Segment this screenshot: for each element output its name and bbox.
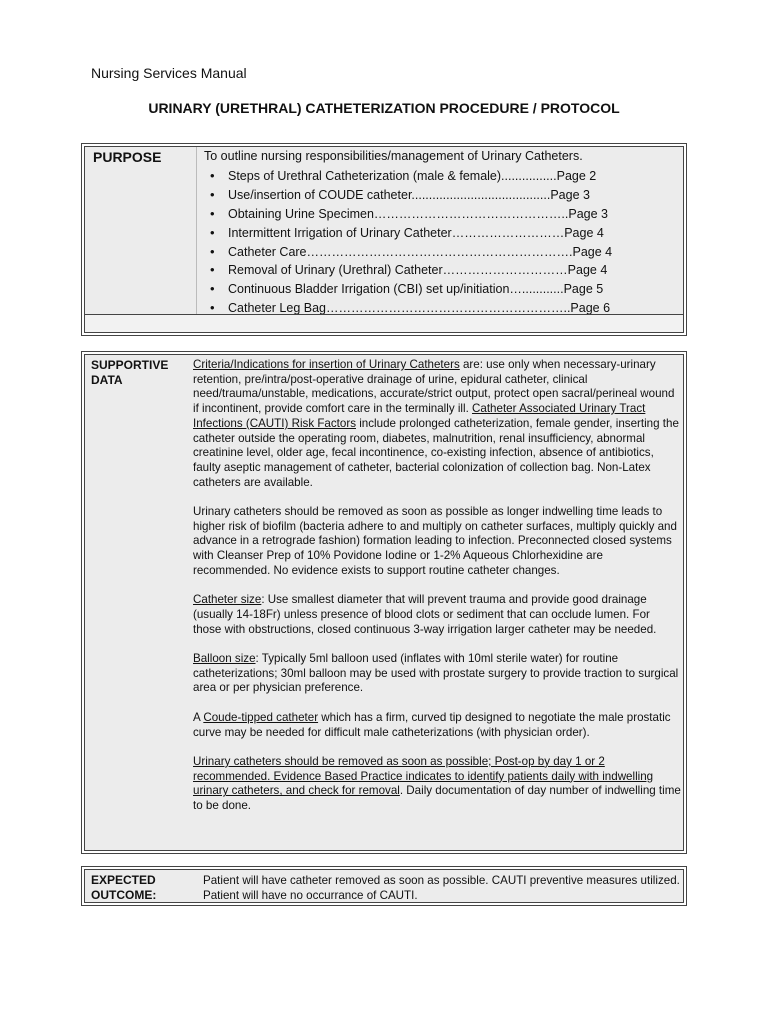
paragraph xyxy=(193,593,681,637)
purpose-label: PURPOSE xyxy=(93,149,162,165)
paragraph xyxy=(193,358,681,490)
expected-outcome-section xyxy=(81,866,687,906)
list-item: • Continuous Bladder Irrigation (CBI) set up/initiation…............Page 5 xyxy=(210,280,612,299)
list-item: • Catheter Care……………………………………………………….Page 4 xyxy=(210,243,612,262)
paragraph-text: which has a firm, curved tip designed to negotiate the male prostatic curve may be needed for difficult male catheterizations (with physician order). xyxy=(193,710,671,739)
paragraph xyxy=(193,652,681,696)
underlined-heading: Catheter Associated Urinary Tract Infections (CAUTI) Risk Factors xyxy=(193,402,646,430)
list-item: • Obtaining Urine Specimen………………………………………..Page 3 xyxy=(210,205,612,224)
document-title: URINARY (URETHRAL) CATHETERIZATION PROCEDURE / PROTOCOL xyxy=(148,100,620,116)
purpose-column-divider xyxy=(196,147,197,314)
underlined-heading: Balloon size xyxy=(193,652,256,666)
list-item: • Use/insertion of COUDE catheter........................................Page 3 xyxy=(210,186,612,205)
paragraph-text: A xyxy=(193,710,204,724)
underlined-heading: Criteria/Indications for insertion of Urinary Catheters xyxy=(193,358,460,371)
paragraph-text: . Daily documentation of day number of indwelling time to be done. xyxy=(193,784,681,813)
purpose-intro: To outline nursing responsibilities/management of Urinary Catheters. xyxy=(204,149,583,163)
paragraph-text: are: use only when necessary-urinary retention, pre/intra/post-operative drainage of urine, epidural catheter, clinical need/trauma/unstable, medications, accurate/strict output, protect open sacral/perineal wound if incontinent, provide comfort care in the terminally ill. xyxy=(193,358,675,416)
paragraph xyxy=(193,755,681,814)
supportive-data-body xyxy=(193,358,681,828)
supportive-data-label: SUPPORTIVE DATA xyxy=(91,358,169,387)
underlined-heading: Coude-tipped catheter xyxy=(203,710,319,724)
purpose-section xyxy=(81,143,687,336)
manual-title: Nursing Services Manual xyxy=(91,65,247,81)
purpose-contents-list xyxy=(210,167,612,318)
supportive-data-section xyxy=(81,351,687,854)
list-item: • Catheter Leg Bag…………………………………………………..Page 6 xyxy=(210,299,612,318)
supportive-data-table xyxy=(84,354,684,851)
underlined-heading: Catheter size xyxy=(193,593,262,607)
list-item: • Steps of Urethral Catheterization (male & female)................Page 2 xyxy=(210,167,612,186)
list-item: • Intermittent Irrigation of Urinary Catheter………………………Page 4 xyxy=(210,224,612,243)
underlined-heading: Urinary catheters should be removed as soon as possible; Post-op by day 1 or 2 recommended. Evidence Based Practice indicates to identify patients daily with indwelling urinary catheters, and check for removal xyxy=(193,754,654,798)
paragraph-text: : Use smallest diameter that will prevent trauma and provide good drainage (usually 14-18Fr) unless presence of blood clots or sediment that can occlude lumen. For those with obstructions, closed continuous 3-way irrigation larger catheter may be needed. xyxy=(193,593,657,636)
paragraph-text: : Typically 5ml balloon used (inflates with 10ml sterile water) for routine catheterizations; 30ml balloon may be used with prostate surgery to provide traction to surgical area or per physician preference. xyxy=(193,652,679,695)
paragraph xyxy=(193,711,681,740)
paragraph: Urinary catheters should be removed as soon as possible as longer indwelling time leads to higher risk of biofilm (bacteria adhere to and multiply on catheter surfaces, multiply quickly and advance in a retrograde fashion) formation leading to infection. Preconnected closed systems with Cleanser Prep of 10% Povidone Iodine or 1-2% Aqueous Chlorhexidine are recommended. No evidence exists to support routine catheter changes. xyxy=(193,505,677,577)
expected-outcome-text: Patient will have catheter removed as soon as possible. CAUTI preventive measures utilized. Patient will have no occurrance of CAUTI. xyxy=(203,874,680,902)
purpose-table xyxy=(84,146,684,333)
expected-outcome-table xyxy=(84,869,684,903)
list-item: • Removal of Urinary (Urethral) Catheter…………………………Page 4 xyxy=(210,261,612,280)
purpose-empty-row xyxy=(85,315,683,332)
expected-outcome-label: EXPECTED OUTCOME: xyxy=(91,873,157,902)
paragraph-text: include prolonged catheterization, female gender, inserting the catheter outside the operating room, diabetes, malnutrition, renal insufficiency, abnormal creatinine level, older age, fecal incontinence, co-existing infection, absence of antibiotics, faulty aseptic management of catheter, bacterial colonization of collection bag. Non-Latex catheters are available. xyxy=(193,416,679,489)
